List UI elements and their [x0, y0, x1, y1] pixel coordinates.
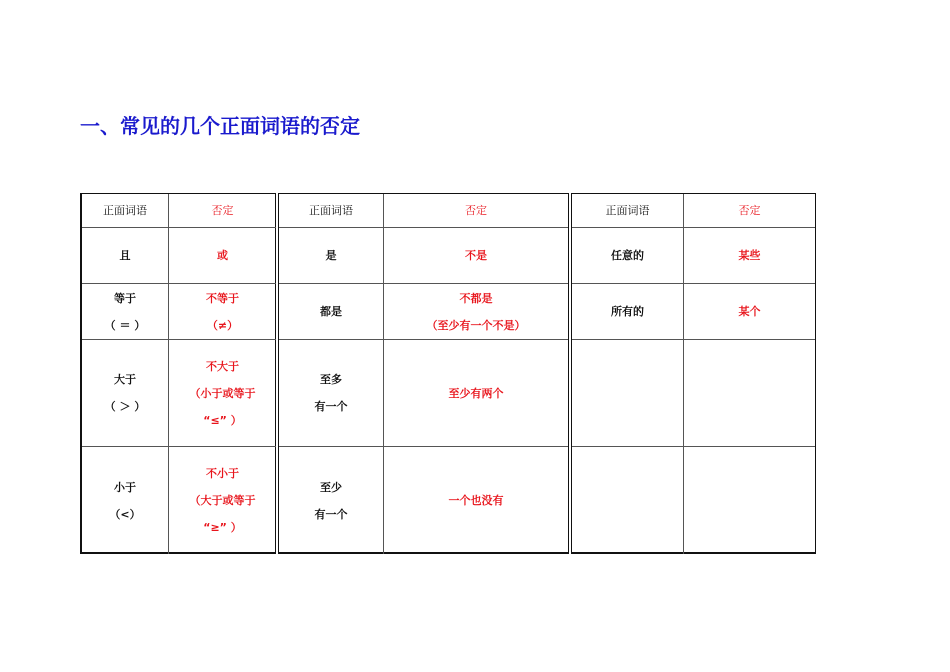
negation-term-cell-line: 不小于 [206, 467, 239, 480]
negation-term-cell [169, 340, 276, 447]
positive-term-cell [82, 340, 169, 447]
positive-term-cell [279, 340, 384, 447]
positive-term-cell [279, 228, 384, 284]
page-heading: 一、常见的几个正面词语的否定 [80, 114, 360, 138]
positive-term-cell [279, 284, 384, 340]
negation-term-cell-line: 不等于 [206, 291, 239, 305]
negation-term-cell [384, 284, 568, 340]
negation-term-cell [384, 340, 568, 447]
negation-term-cell [684, 447, 815, 554]
negation-term-cell-line: 某些 [738, 249, 761, 262]
negation-term-cell-line: 不都是 [459, 291, 493, 305]
negation-term-cell-line: 或 [217, 249, 228, 262]
negation-term-cell-line: 不大于 [206, 359, 239, 373]
negation-term-cell-line: （至少有一个不是） [426, 318, 526, 332]
positive-term-cell [572, 284, 684, 340]
positive-term-cell-line: （ ＝ ） [104, 318, 146, 332]
positive-term-cell-line: （<） [109, 507, 141, 521]
positive-term-cell [572, 228, 684, 284]
negation-term-cell [684, 228, 815, 284]
negation-term-cell-line: “≤” ） [203, 413, 242, 427]
header-positive: 正面词语 [82, 194, 169, 228]
negation-term-cell-line: （大于或等于 [189, 494, 256, 507]
header-positive: 正面词语 [279, 194, 384, 228]
positive-term-cell [279, 447, 384, 554]
positive-term-cell-line: 小于 [114, 480, 136, 494]
positive-term-cell-line: 是 [325, 249, 337, 262]
positive-term-cell-line: 且 [119, 249, 131, 262]
negation-term-cell [684, 340, 815, 447]
negation-term-cell-line: 不是 [465, 249, 487, 262]
positive-term-cell-line: 任意的 [611, 249, 644, 262]
positive-term-cell-line: 所有的 [611, 305, 644, 318]
header-positive: 正面词语 [572, 194, 684, 228]
negation-term-cell [169, 284, 276, 340]
positive-term-cell [82, 284, 169, 340]
positive-term-cell [82, 228, 169, 284]
positive-term-cell-line: 大于 [114, 373, 136, 386]
negation-term-cell-line: （小于或等于 [189, 386, 256, 400]
negation-term-cell [169, 228, 276, 284]
negation-term-cell [384, 228, 568, 284]
negation-term-cell-line: “≥” ） [203, 521, 242, 534]
positive-term-cell-line: （ ＞ ） [104, 400, 146, 413]
positive-term-cell [572, 340, 684, 447]
positive-term-cell-line: 至多 [320, 373, 342, 386]
negation-term-cell-line: （≠） [206, 318, 239, 332]
positive-term-cell [82, 447, 169, 554]
positive-term-cell-line: 至少 [320, 480, 342, 494]
negation-term-cell-line: 一个也没有 [448, 494, 504, 507]
negation-term-cell [384, 447, 568, 554]
negation-term-cell [169, 447, 276, 554]
header-negative: 否定 [384, 194, 568, 228]
positive-term-cell-line: 都是 [320, 305, 342, 318]
negation-term-cell [684, 284, 815, 340]
header-negative: 否定 [169, 194, 276, 228]
positive-term-cell [572, 447, 684, 554]
header-negative: 否定 [684, 194, 815, 228]
negation-table-2 [278, 193, 569, 554]
positive-term-cell-line: 有一个 [314, 507, 348, 521]
positive-term-cell-line: 等于 [114, 291, 136, 305]
negation-term-cell-line: 某个 [738, 305, 761, 318]
negation-table-1 [80, 193, 276, 554]
positive-term-cell-line: 有一个 [314, 400, 348, 413]
negation-table-3 [571, 193, 816, 554]
negation-term-cell-line: 至少有两个 [448, 386, 504, 400]
